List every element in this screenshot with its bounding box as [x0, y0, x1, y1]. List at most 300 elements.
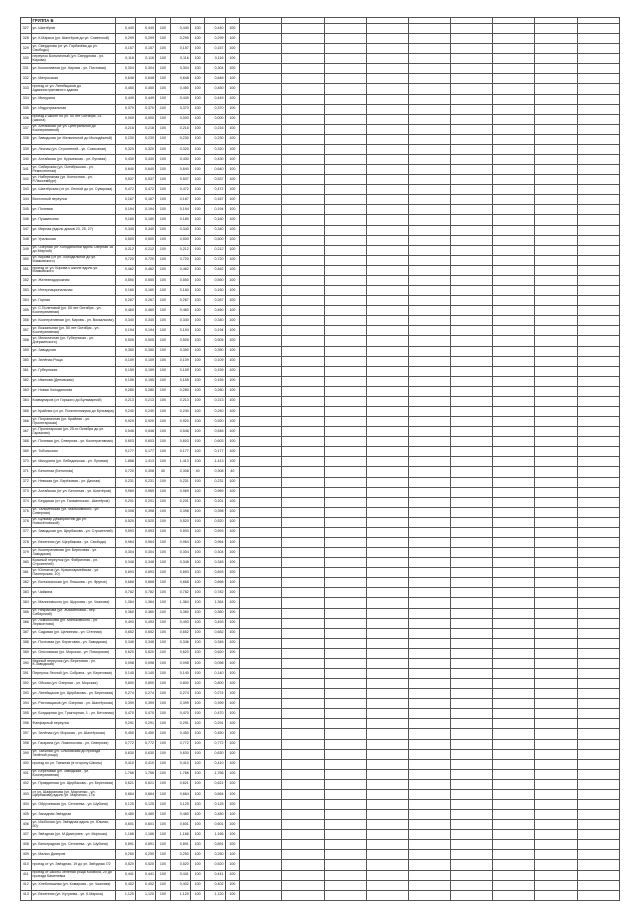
street-name: ул. Обская (ул. Озерная - ул. Морская) [31, 679, 115, 689]
percent-b: 100 [190, 568, 205, 578]
empty-cell [240, 497, 282, 507]
length-c: 0,470 [205, 709, 225, 719]
empty-cell [535, 648, 577, 658]
empty-cell [408, 749, 450, 759]
percent-a: 100 [155, 104, 170, 114]
length-total: 0,537 [115, 175, 135, 185]
length-a: 0,470 [135, 709, 155, 719]
empty-cell [366, 477, 408, 487]
percent-b: 100 [190, 336, 205, 346]
street-name: ул. Кирова (от ул. Холодильной до ул. Маяковского) [31, 255, 115, 265]
empty-cell [366, 255, 408, 265]
empty-cell [324, 699, 366, 709]
empty-cell [408, 800, 450, 810]
percent-c: 100 [225, 457, 240, 467]
length-a: 0,493 [135, 618, 155, 628]
table-row [21, 669, 620, 679]
row-number: 410 [21, 860, 32, 870]
percent-c: 100 [225, 205, 240, 215]
percent-a: 100 [155, 719, 170, 729]
empty-cell [535, 255, 577, 265]
empty-cell [324, 810, 366, 820]
percent-b: 100 [190, 548, 205, 558]
empty-cell [282, 346, 324, 356]
empty-cell [493, 356, 535, 366]
percent-b: 100 [190, 104, 205, 114]
empty-cell [240, 769, 282, 779]
percent-b: 100 [190, 84, 205, 94]
length-total: 0,450 [115, 84, 135, 94]
empty-cell [451, 447, 493, 457]
percent-b: 100 [190, 225, 205, 235]
table-row [21, 296, 620, 306]
percent-a: 100 [155, 729, 170, 739]
percent-c: 100 [225, 144, 240, 154]
percent-a: 100 [155, 527, 170, 537]
row-number: 412 [21, 880, 32, 890]
length-b: 0,350 [170, 346, 190, 356]
empty-cell [493, 245, 535, 255]
percent-b: 100 [190, 396, 205, 406]
percent-b: 100 [190, 286, 205, 296]
length-c: 0,449 [205, 94, 225, 104]
empty-cell [366, 789, 408, 799]
percent-c: 100 [225, 789, 240, 799]
length-a: 1,120 [135, 890, 155, 900]
length-a: 0,520 [135, 517, 155, 527]
empty-cell [324, 800, 366, 810]
street-name: ул. Невская (ул. Берёзовая - ул. Дачная) [31, 477, 115, 487]
spreadsheet-page [20, 17, 620, 902]
empty-cell [324, 175, 366, 185]
length-c: 1,120 [205, 890, 225, 900]
street-name: ул. Алтайская (от ул. Бетонная - ул. Шахтёров) [31, 487, 115, 497]
empty-cell [282, 54, 324, 64]
empty-cell [451, 457, 493, 467]
empty-cell [408, 104, 450, 114]
length-total: 0,398 [115, 507, 135, 517]
empty-cell [366, 820, 408, 830]
row-number: 392 [21, 679, 32, 689]
length-b: 0,116 [170, 54, 190, 64]
empty-cell [493, 396, 535, 406]
percent-a: 100 [155, 810, 170, 820]
length-a: 0,620 [135, 648, 155, 658]
empty-cell [366, 558, 408, 568]
empty-cell [240, 739, 282, 749]
row-number: 394 [21, 699, 32, 709]
empty-cell [282, 588, 324, 598]
percent-c: 100 [225, 810, 240, 820]
empty-cell [324, 598, 366, 608]
length-b: 0,267 [170, 296, 190, 306]
percent-c: 100 [225, 860, 240, 870]
empty-cell [324, 820, 366, 830]
street-name: ул. Виноградная (ул. Сенчеева - ул. Шубина) [31, 840, 115, 850]
length-a: 1,364 [135, 598, 155, 608]
length-total: 0,621 [115, 779, 135, 789]
percent-a: 100 [155, 548, 170, 558]
street-name: ул. Весенняя (ул. Кутузова - ул. К.Маркса) [31, 890, 115, 900]
length-a: 0,212 [135, 245, 155, 255]
empty-cell [535, 548, 577, 558]
empty-cell [493, 104, 535, 114]
length-b: 1,120 [170, 890, 190, 900]
length-c: 0,360 [205, 608, 225, 618]
length-total: 0,402 [115, 880, 135, 890]
empty-cell [493, 527, 535, 537]
length-b: 0,159 [170, 366, 190, 376]
length-total: 0,250 [115, 850, 135, 860]
length-a: 0,430 [135, 155, 155, 165]
percent-c: 100 [225, 245, 240, 255]
length-total: 0,167 [115, 195, 135, 205]
empty-cell [408, 830, 450, 840]
empty-cell [577, 860, 619, 870]
street-name: ул. Железнодорожная [31, 275, 115, 285]
length-b: 0,640 [170, 165, 190, 175]
length-c: 0,537 [205, 175, 225, 185]
empty-cell [240, 537, 282, 547]
empty-cell [408, 598, 450, 608]
empty-cell [535, 34, 577, 44]
percent-c: 100 [225, 628, 240, 638]
street-name: Коммунаров (от Горького до Бульварной) [31, 396, 115, 406]
empty-cell [577, 316, 619, 326]
empty-cell [282, 840, 324, 850]
length-total: 0,601 [115, 820, 135, 830]
empty-cell [282, 386, 324, 396]
empty-cell [282, 568, 324, 578]
empty-cell [324, 94, 366, 104]
empty-cell [324, 366, 366, 376]
street-name: ул. Бердская (от ул. Тальменская - Шахтёров) [31, 497, 115, 507]
empty-cell [366, 346, 408, 356]
empty-cell [493, 779, 535, 789]
empty-cell [577, 810, 619, 820]
percent-c: 100 [225, 54, 240, 64]
length-c: 0,240 [205, 406, 225, 416]
empty-cell [240, 175, 282, 185]
percent-a: 100 [155, 800, 170, 810]
percent-c: 100 [225, 396, 240, 406]
percent-a: 100 [155, 34, 170, 44]
empty-cell [408, 477, 450, 487]
percent-b: 100 [190, 74, 205, 84]
percent-c: 100 [225, 769, 240, 779]
empty-cell [451, 144, 493, 154]
empty-cell [282, 749, 324, 759]
row-number: 332 [21, 74, 32, 84]
length-c: 0,782 [205, 588, 225, 598]
percent-a: 100 [155, 54, 170, 64]
empty-cell [282, 437, 324, 447]
empty-cell [408, 729, 450, 739]
percent-c: 100 [225, 74, 240, 84]
percent-c: 100 [225, 326, 240, 336]
empty-cell [324, 890, 366, 900]
empty-cell [408, 275, 450, 285]
table-row [21, 517, 620, 527]
empty-cell [324, 165, 366, 175]
empty-cell [324, 316, 366, 326]
percent-c: 100 [225, 729, 240, 739]
street-name: ул. Изобилия (ул. Звёздная вдоль ул. Южная, 50) [31, 820, 115, 830]
empty-cell [324, 34, 366, 44]
empty-cell [366, 386, 408, 396]
length-b: 0,340 [170, 225, 190, 235]
empty-cell [324, 467, 366, 477]
length-b: 0,493 [170, 618, 190, 628]
percent-b: 100 [190, 810, 205, 820]
empty-cell [366, 225, 408, 235]
length-a: 0,194 [135, 326, 155, 336]
empty-cell [240, 34, 282, 44]
empty-cell [366, 124, 408, 134]
table-row [21, 487, 620, 497]
empty-cell [366, 356, 408, 366]
empty-cell [282, 608, 324, 618]
empty-cell [324, 689, 366, 699]
empty-cell [324, 134, 366, 144]
length-c: 0,462 [205, 265, 225, 275]
empty-cell [366, 114, 408, 124]
length-a: 0,348 [135, 558, 155, 568]
empty-cell [535, 386, 577, 396]
empty-cell [366, 699, 408, 709]
empty-cell [240, 255, 282, 265]
empty-cell [240, 64, 282, 74]
table-row [21, 779, 620, 789]
empty-cell [240, 558, 282, 568]
empty-cell [366, 487, 408, 497]
length-c: 0,194 [205, 205, 225, 215]
empty-cell [324, 548, 366, 558]
percent-b: 100 [190, 165, 205, 175]
length-c: 0,230 [205, 134, 225, 144]
street-name: ул. Крайняя (от ул. Политехникума до Бульвара) [31, 406, 115, 416]
row-number: 333 [21, 84, 32, 94]
percent-b: 100 [190, 840, 205, 850]
table-row [21, 195, 620, 205]
street-name: ул. Западная Звёздная [31, 810, 115, 820]
empty-cell [451, 74, 493, 84]
empty-cell [535, 245, 577, 255]
empty-cell [408, 870, 450, 880]
empty-cell [240, 366, 282, 376]
percent-a: 100 [155, 558, 170, 568]
empty-cell [408, 225, 450, 235]
table-row [21, 185, 620, 195]
percent-b: 100 [190, 144, 205, 154]
table-row [21, 860, 620, 870]
empty-cell [493, 517, 535, 527]
length-b: 0,450 [170, 84, 190, 94]
length-total: 0,177 [115, 447, 135, 457]
table-row [21, 890, 620, 900]
street-name: ул. Озёрная (от Холодильной вдоль Озёрная 16 до Мирной) [31, 245, 115, 255]
length-a: 0,201 [135, 497, 155, 507]
length-b: 0,505 [170, 336, 190, 346]
empty-cell [366, 729, 408, 739]
length-a: 0,159 [135, 366, 155, 376]
empty-cell [324, 638, 366, 648]
empty-cell [577, 366, 619, 376]
empty-cell [366, 840, 408, 850]
percent-a: 100 [155, 457, 170, 467]
empty-cell [535, 94, 577, 104]
empty-cell [493, 155, 535, 165]
empty-cell [577, 376, 619, 386]
empty-cell [577, 608, 619, 618]
street-name: ул. Зелёная (ул. Морская - ул. Шахтёрская) [31, 729, 115, 739]
empty-cell [493, 558, 535, 568]
empty-cell [324, 447, 366, 457]
empty-cell [408, 517, 450, 527]
empty-cell [366, 860, 408, 870]
empty-cell [408, 185, 450, 195]
empty-cell [535, 376, 577, 386]
empty-cell [408, 759, 450, 769]
street-name: ул. Губернская [31, 366, 115, 376]
length-total: 0,125 [115, 800, 135, 810]
empty-cell [408, 558, 450, 568]
street-name: ул. Заводская [31, 346, 115, 356]
empty-cell [240, 669, 282, 679]
empty-cell [282, 648, 324, 658]
empty-cell [451, 890, 493, 900]
table-row [21, 679, 620, 689]
empty-cell [366, 779, 408, 789]
length-a: 0,291 [135, 719, 155, 729]
length-b: 0,157 [170, 44, 190, 54]
empty-cell [493, 709, 535, 719]
percent-c: 100 [225, 689, 240, 699]
empty-cell [408, 286, 450, 296]
empty-cell [535, 457, 577, 467]
length-c: 0,398 [205, 507, 225, 517]
row-number: 386 [21, 618, 32, 628]
row-number: 405 [21, 810, 32, 820]
length-a: 0,231 [135, 477, 155, 487]
empty-cell [535, 326, 577, 336]
empty-cell [577, 205, 619, 215]
empty-cell [282, 658, 324, 668]
length-total: 0,116 [115, 54, 135, 64]
empty-cell [493, 497, 535, 507]
empty-cell [240, 548, 282, 558]
empty-cell [535, 517, 577, 527]
table-row [21, 326, 620, 336]
length-c: 0,348 [205, 558, 225, 568]
street-name: ул. Обручевская (ул. Сенчеева - ул. Шубина) [31, 800, 115, 810]
length-total: 1,364 [115, 598, 135, 608]
empty-cell [408, 648, 450, 658]
length-a: 0,782 [135, 588, 155, 598]
empty-cell [366, 497, 408, 507]
length-c: 0,350 [205, 346, 225, 356]
empty-cell [451, 306, 493, 316]
empty-cell [240, 870, 282, 880]
length-c: 0,603 [205, 437, 225, 447]
row-number: 408 [21, 840, 32, 850]
percent-a: 100 [155, 830, 170, 840]
empty-cell [535, 830, 577, 840]
row-number: 396 [21, 719, 32, 729]
percent-c: 100 [225, 417, 240, 427]
table-row [21, 588, 620, 598]
empty-cell [577, 447, 619, 457]
empty-cell [240, 225, 282, 235]
length-total: 0,299 [115, 34, 135, 44]
percent-a: 100 [155, 155, 170, 165]
table-row [21, 497, 620, 507]
length-b: 0,308 [170, 467, 190, 477]
empty-cell [493, 759, 535, 769]
empty-cell [535, 558, 577, 568]
empty-cell [324, 880, 366, 890]
percent-c: 100 [225, 346, 240, 356]
empty-cell [408, 669, 450, 679]
percent-c: 100 [225, 155, 240, 165]
length-a: 0,652 [135, 628, 155, 638]
percent-c: 100 [225, 477, 240, 487]
empty-cell [282, 558, 324, 568]
percent-c: 100 [225, 235, 240, 245]
street-name: ул. Полевая (ул. Северная - ул. Кооперативная) [31, 437, 115, 447]
length-total: 0,920 [115, 417, 135, 427]
table-row [21, 24, 620, 34]
percent-b: 100 [190, 24, 205, 34]
table-row [21, 568, 620, 578]
length-a: 0,280 [135, 386, 155, 396]
empty-cell [451, 417, 493, 427]
length-total: 0,320 [115, 144, 135, 154]
empty-cell [451, 658, 493, 668]
empty-cell [408, 356, 450, 366]
empty-cell [535, 598, 577, 608]
length-a: 0,213 [135, 396, 155, 406]
length-total: 0,201 [115, 497, 135, 507]
length-c: 0,201 [205, 497, 225, 507]
length-c: 0,450 [205, 729, 225, 739]
empty-cell [577, 54, 619, 64]
street-name: проезд по ул. Таежная (в сторону Школы) [31, 759, 115, 769]
percent-b: 100 [190, 44, 205, 54]
street-name: ул. Интернациональная [31, 286, 115, 296]
empty-cell [240, 759, 282, 769]
empty-cell [451, 709, 493, 719]
empty-cell [535, 24, 577, 34]
percent-a: 100 [155, 628, 170, 638]
empty-cell [282, 114, 324, 124]
empty-cell [282, 275, 324, 285]
street-name: ул. Горная [31, 296, 115, 306]
empty-cell [451, 386, 493, 396]
empty-cell [408, 134, 450, 144]
empty-cell [366, 195, 408, 205]
empty-cell [366, 64, 408, 74]
empty-cell [240, 890, 282, 900]
street-name: ул. С.Полетовой (ул. 50 лет Октября - ул. Кооперативная) [31, 306, 115, 316]
length-b: 0,348 [170, 558, 190, 568]
table-row [21, 94, 620, 104]
empty-cell [451, 648, 493, 658]
length-b: 0,155 [170, 376, 190, 386]
street-name: ул. Звёздная (ул. М.Дмитриев - ул. Морская) [31, 830, 115, 840]
street-name: ул. Бульвар Декабристов (до ул. Новосёловской) [31, 517, 115, 527]
length-c: 0,630 [205, 749, 225, 759]
